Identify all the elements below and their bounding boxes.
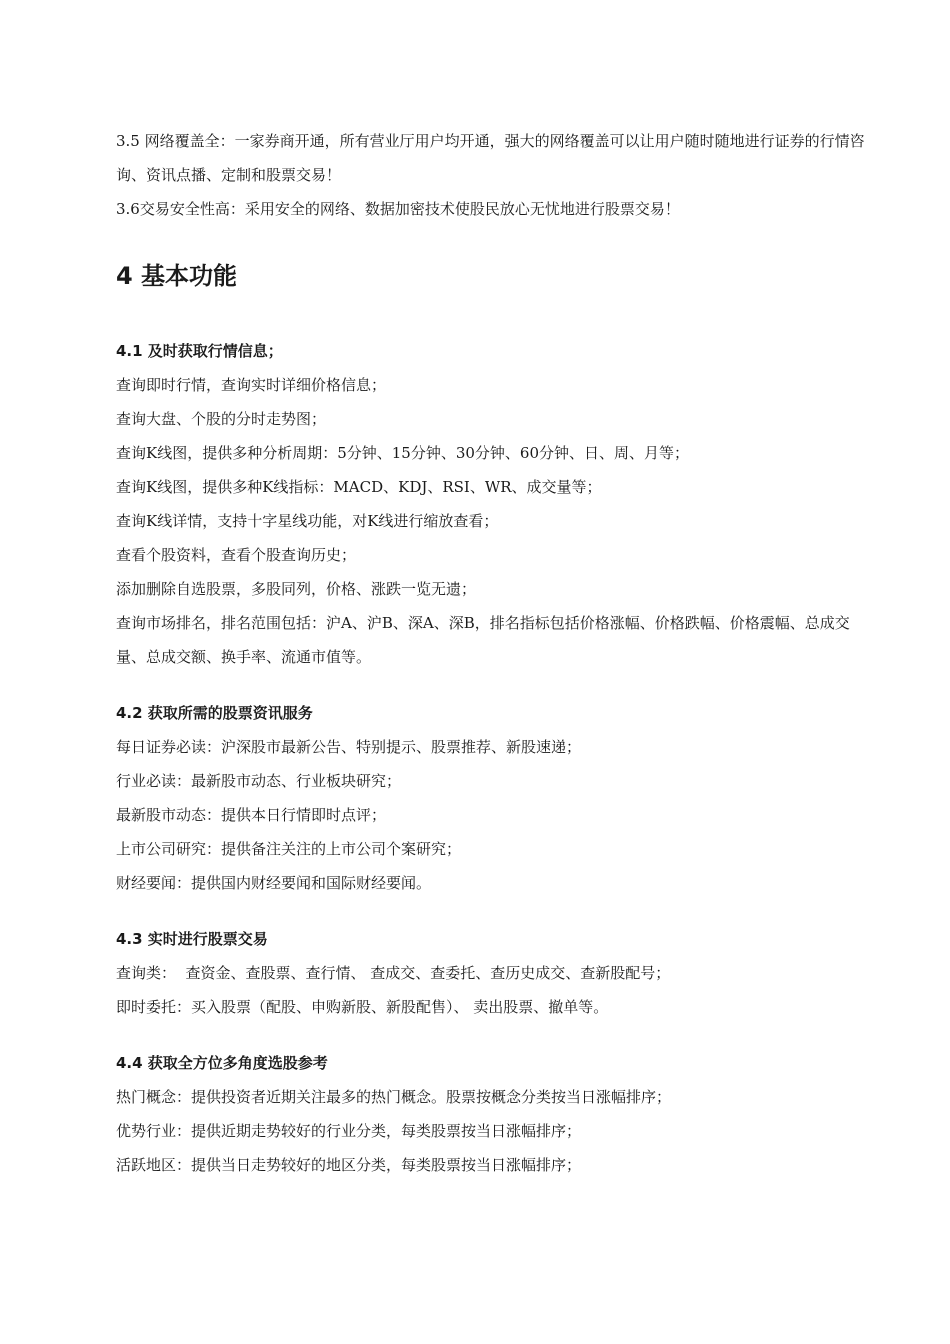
list-item: 查询K线详情，支持十字星线功能，对K线进行缩放查看；: [116, 512, 499, 530]
section-4-1: [116, 334, 866, 674]
section-heading: 4.4 获取全方位多角度选股参考: [116, 1054, 328, 1072]
list-item: 查询即时行情，查询实时详细价格信息；: [116, 376, 387, 394]
list-item: 优势行业：提供近期走势较好的行业分类，每类股票按当日涨幅排序；: [116, 1122, 582, 1140]
chapter-title: 4 基本功能: [116, 262, 238, 290]
list-item: 热门概念：提供投资者近期关注最多的热门概念。股票按概念分类按当日涨幅排序；: [116, 1088, 672, 1106]
section-heading: 4.2 获取所需的股票资讯服务: [116, 704, 313, 722]
section-4-2: [116, 696, 866, 900]
paragraph-3-5: 3.5 网络覆盖全：一家券商开通，所有营业厅用户均开通，强大的网络覆盖可以让用户随时随地进行证券的行情咨询、资讯点播、定制和股票交易！: [116, 132, 865, 184]
list-item: 查看个股资料，查看个股查询历史；: [116, 546, 357, 564]
list-item: 查询K线图，提供多种分析周期：5分钟、15分钟、30分钟、60分钟、日、周、月等；: [116, 444, 690, 462]
list-item: 添加删除自选股票，多股同列，价格、涨跌一览无遗；: [116, 580, 477, 598]
section-heading: 4.3 实时进行股票交易: [116, 930, 268, 948]
list-item: 查询市场排名，排名范围包括：沪A、沪B、深A、深B，排名指标包括价格涨幅、价格跌幅、价格震幅、总成交量、总成交额、换手率、流通市值等。: [116, 614, 850, 666]
document-page: [116, 124, 866, 1204]
section-4-3: [116, 922, 866, 1024]
list-item: 财经要闻：提供国内财经要闻和国际财经要闻。: [116, 874, 432, 892]
list-item: 上市公司研究：提供备注关注的上市公司个案研究；: [116, 840, 462, 858]
list-item: 查询K线图，提供多种K线指标：MACD、KDJ、RSI、WR、成交量等；: [116, 478, 602, 496]
list-item: 查询大盘、个股的分时走势图；: [116, 410, 327, 428]
section-heading: 4.1 及时获取行情信息；: [116, 342, 283, 360]
list-item: 最新股市动态：提供本日行情即时点评；: [116, 806, 387, 824]
list-item: 每日证券必读：沪深股市最新公告、特别提示、股票推荐、新股速递；: [116, 738, 582, 756]
list-item: 查询类： 查资金、查股票、查行情、 查成交、查委托、查历史成交、查新股配号；: [116, 964, 671, 982]
section-4-4: [116, 1046, 866, 1182]
list-item: 行业必读：最新股市动态、行业板块研究；: [116, 772, 402, 790]
paragraph-3-6: 3.6交易安全性高：采用安全的网络、数据加密技术使股民放心无忧地进行股票交易！: [116, 200, 680, 218]
list-item: 即时委托：买入股票（配股、申购新股、新股配售）、 卖出股票、撤单等。: [116, 998, 609, 1016]
list-item: 活跃地区：提供当日走势较好的地区分类，每类股票按当日涨幅排序；: [116, 1156, 582, 1174]
